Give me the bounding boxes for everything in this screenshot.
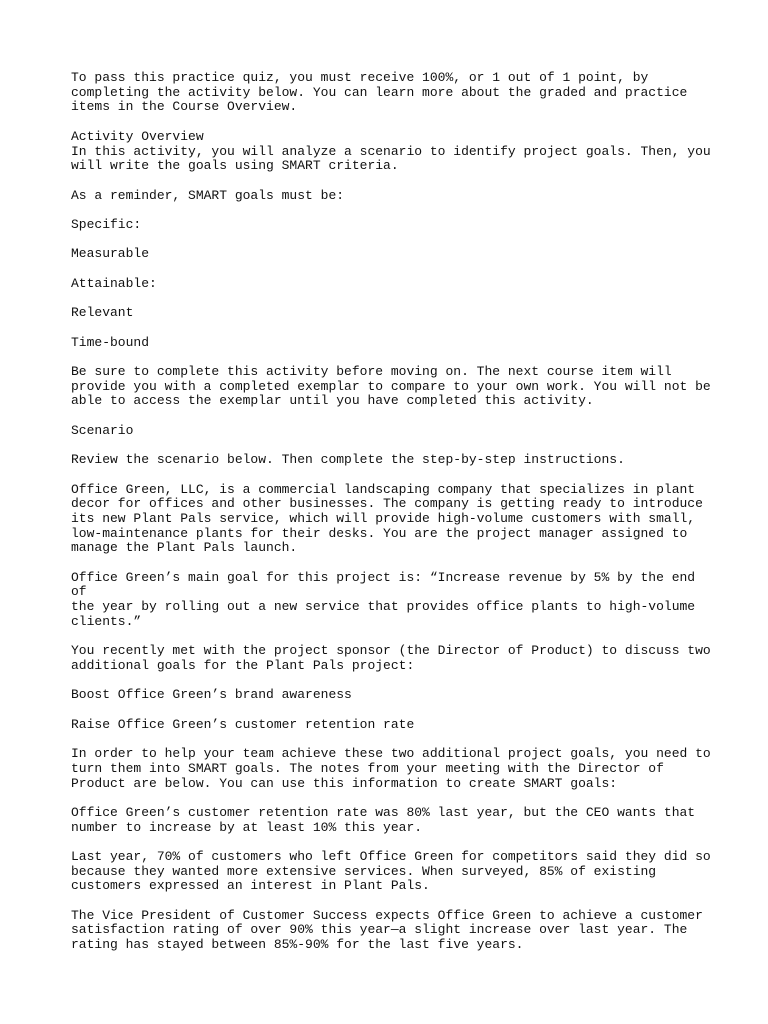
smart-reminder: As a reminder, SMART goals must be: [71,187,345,203]
smart-instruction: In order to help your team achieve these two additional project goals, you need to turn them into SMART goals. The notes from your meeting with the Director of Product are below. You can use this information to create SMART goals: [71,746,711,791]
scenario-instruction: Review the scenario below. Then complete the step-by-step instructions. [71,452,625,468]
scenario-heading: Scenario [71,422,134,438]
smart-criterion-attainable: Attainable: [71,275,157,291]
document-page [71,71,711,968]
additional-goal-retention-rate: Raise Office Green’s customer retention rate [71,716,415,732]
scenario-paragraph: Office Green’s main goal for this project is: “Increase revenue by 5% by the end of the year by rolling out a new service that provides office plants to high-volume clients.” [71,569,696,629]
activity-overview-heading: Activity Overview [71,128,204,144]
activity-overview-body: In this activity, you will analyze a scenario to identify project goals. Then, you will write the goals using SMART criteria. [71,143,711,174]
meeting-note: The Vice President of Customer Success expects Office Green to achieve a customer satisfaction rating of over 90% this year—a slight increase over last year. The rating has stayed between 85%-90% for the last five years. [71,907,703,953]
smart-criterion-time-bound: Time-bound [71,334,150,350]
completion-note: Be sure to complete this activity before moving on. The next course item will provide you with a completed exemplar to compare to your own work. You will not be able to access the exemplar until you have completed this activity. [71,363,711,409]
smart-criterion-relevant: Relevant [71,305,134,321]
scenario-paragraph: Office Green, LLC, is a commercial landscaping company that specializes in plant decor for offices and other businesses. The company is getting ready to introduce its new Plant Pals service, which will provide high-volume customers with small, low-maintenance plants for their desks. You are the project manager assigned to manage the Plant Pals launch. [71,481,703,556]
smart-criterion-measurable: Measurable [71,246,150,262]
meeting-note: Office Green’s customer retention rate was 80% last year, but the CEO wants that number to increase by at least 10% this year. [71,804,696,835]
meeting-note: Last year, 70% of customers who left Office Green for competitors said they did so because they wanted more extensive services. When surveyed, 85% of existing customers expressed an interest in Plant Pals. [71,848,711,894]
smart-criterion-specific: Specific: [71,216,142,232]
intro-paragraph: To pass this practice quiz, you must receive 100%, or 1 out of 1 point, by completing the activity below. You can learn more about the graded and practice items in the Course Overview. [71,70,688,115]
scenario-paragraph: You recently met with the project sponsor (the Director of Product) to discuss two additional goals for the Plant Pals project: [71,643,711,673]
additional-goal-brand-awareness: Boost Office Green’s brand awareness [71,687,352,703]
